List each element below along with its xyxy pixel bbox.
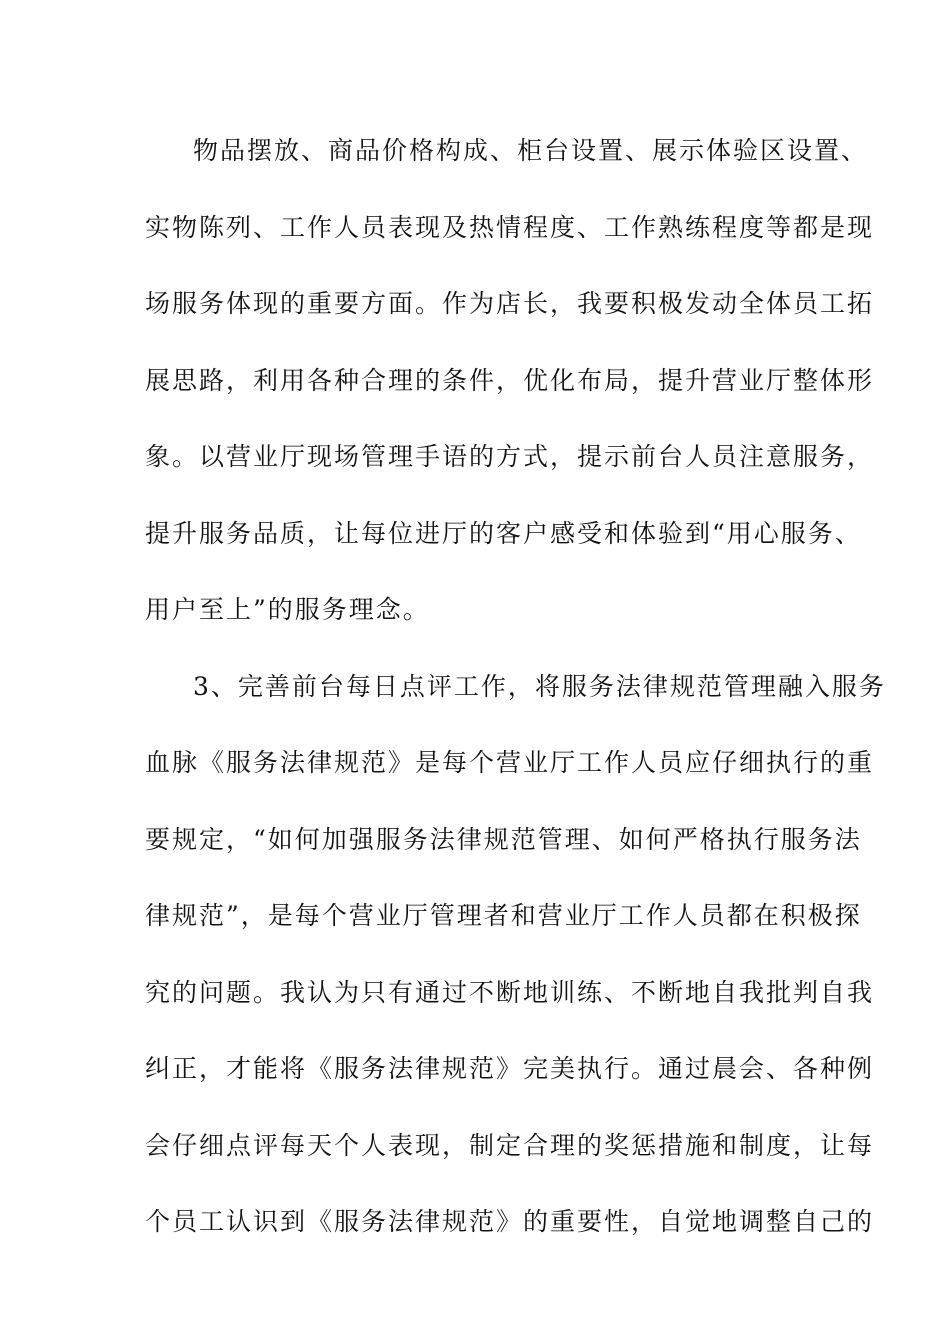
text-line: 血脉《服务法律规范》是每个营业厅工作人员应仔细执行的重 (145, 748, 875, 777)
text-line: 3、完善前台每日点评工作，将服务法律规范管理融入服务 (193, 671, 886, 701)
text-line: 个员工认识到《服务法律规范》的重要性，自觉地调整自己的 (145, 1207, 875, 1236)
text-line: 物品摆放、商品价格构成、柜台设置、展示体验区设置、 (193, 136, 869, 165)
text-line: 用户至上”的服务理念。 (145, 595, 430, 624)
body-text (145, 132, 886, 1280)
text-line: 纠正，才能将《服务法律规范》完美执行。通过晨会、各种例 (145, 1054, 875, 1083)
text-line: 实物陈列、工作人员表现及热情程度、工作熟练程度等都是现 (145, 212, 875, 242)
text-line: 提升服务品质，让每位进厅的客户感受和体验到“用心服务、 (145, 518, 862, 548)
text-line: 象。以营业厅现场管理手语的方式，提示前台人员注意服务， (145, 442, 875, 471)
text-line: 究的问题。我认为只有通过不断地训练、不断地自我批判自我 (145, 977, 875, 1007)
text-line: 要规定，“如何加强服务法律规范管理、如何严格执行服务法 (145, 824, 862, 854)
text-line: 律规范”，是每个营业厅管理者和营业厅工作人员都在积极探 (145, 901, 862, 930)
text-line: 会仔细点评每天个人表现，制定合理的奖惩措施和制度，让每 (145, 1130, 875, 1160)
text-line: 场服务体现的重要方面。作为店长，我要积极发动全体员工拓 (145, 289, 875, 318)
text-line: 展思路，利用各种合理的条件，优化布局，提升营业厅整体形 (145, 365, 875, 395)
